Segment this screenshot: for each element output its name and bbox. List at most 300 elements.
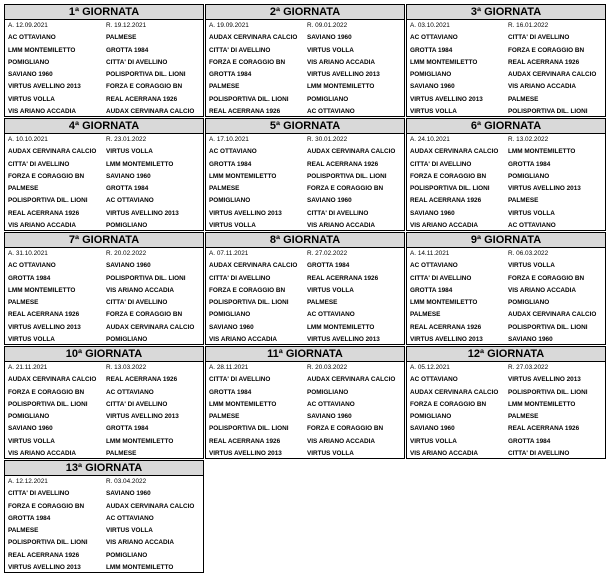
away-team: AUDAX CERVINARA CALCIO — [106, 502, 195, 510]
away-team: CITTA' DI AVELLINO — [508, 34, 570, 42]
home-team: AC OTTAVIANO — [410, 34, 458, 42]
away-team: FORZA E CORAGGIO BN — [307, 425, 384, 433]
home-team: GROTTA 1984 — [410, 286, 453, 294]
match-row — [206, 448, 404, 460]
andata-date: A. 21.11.2021 — [8, 364, 48, 371]
away-team: GROTTA 1984 — [106, 46, 149, 54]
home-team: VIRTUS AVELLINO 2013 — [410, 95, 483, 103]
home-team: AUDAX CERVINARA CALCIO — [209, 262, 298, 270]
away-team: POLISPORTIVA DIL. LIONI — [508, 388, 588, 396]
away-team: POLISPORTIVA DIL. LIONI — [106, 71, 186, 79]
home-team: AC OTTAVIANO — [8, 262, 56, 270]
giornata-title: 13ª GIORNATA — [5, 461, 203, 476]
match-row — [5, 525, 203, 537]
match-row — [206, 171, 404, 183]
away-team: CITTA' DI AVELLINO — [307, 209, 369, 217]
away-team: SAVIANO 1960 — [106, 262, 151, 270]
dates-row — [5, 20, 203, 32]
home-team: POMIGLIANO — [410, 71, 452, 79]
home-team: CITTA' DI AVELLINO — [8, 160, 70, 168]
match-row — [5, 411, 203, 423]
giornata-block — [205, 118, 405, 231]
home-team: SAVIANO 1960 — [410, 83, 455, 91]
away-team: GROTTA 1984 — [106, 425, 149, 433]
home-team: REAL ACERRANA 1926 — [410, 323, 482, 331]
match-row — [407, 94, 605, 106]
giornata-title: 3ª GIORNATA — [407, 5, 605, 20]
match-row — [206, 220, 404, 232]
away-team: PALMESE — [508, 413, 539, 421]
home-team: GROTTA 1984 — [8, 274, 51, 282]
home-team: CITTA' DI AVELLINO — [410, 160, 472, 168]
away-team: REAL ACERRANA 1926 — [508, 58, 580, 66]
home-team: REAL ACERRANA 1926 — [8, 551, 80, 559]
giornata-title: 10ª GIORNATA — [5, 347, 203, 362]
match-row — [407, 220, 605, 232]
home-team: LMM MONTEMILETTO — [8, 46, 76, 54]
match-row — [407, 411, 605, 423]
match-row — [5, 448, 203, 460]
giornata-block — [406, 346, 606, 459]
dates-row — [206, 134, 404, 146]
home-team: AC OTTAVIANO — [410, 376, 458, 384]
away-team: AUDAX CERVINARA CALCIO — [508, 71, 597, 79]
away-team: LMM MONTEMILETTO — [106, 160, 174, 168]
match-row — [5, 81, 203, 93]
andata-date: A. 17.10.2021 — [209, 136, 249, 143]
match-row — [407, 183, 605, 195]
home-team: FORZA E CORAGGIO BN — [410, 172, 487, 180]
andata-date: A. 31.10.2021 — [8, 250, 48, 257]
match-row — [5, 399, 203, 411]
home-team: LMM MONTEMILETTO — [209, 172, 277, 180]
away-team: POMIGLIANO — [508, 299, 550, 307]
away-team: SAVIANO 1960 — [508, 336, 553, 344]
dates-row — [206, 248, 404, 260]
away-team: AUDAX CERVINARA CALCIO — [106, 323, 195, 331]
home-team: AC OTTAVIANO — [209, 148, 257, 156]
home-team: REAL ACERRANA 1926 — [8, 209, 80, 217]
away-team: AC OTTAVIANO — [106, 197, 154, 205]
home-team: FORZA E CORAGGIO BN — [209, 286, 286, 294]
away-team: POLISPORTIVA DIL. LIONI — [508, 323, 588, 331]
away-team: FORZA E CORAGGIO BN — [508, 274, 585, 282]
home-team: LMM MONTEMILETTO — [410, 299, 478, 307]
match-row — [407, 285, 605, 297]
away-team: SAVIANO 1960 — [307, 34, 352, 42]
ritorno-date: R. 30.01.2022 — [307, 136, 348, 143]
giornata-block — [205, 4, 405, 117]
giornata-block — [4, 118, 204, 231]
away-team: SAVIANO 1960 — [106, 172, 151, 180]
match-row — [206, 57, 404, 69]
giornata-title: 5ª GIORNATA — [206, 119, 404, 134]
away-team: POMIGLIANO — [307, 388, 349, 396]
away-team: AC OTTAVIANO — [508, 222, 556, 230]
giornata-title: 12ª GIORNATA — [407, 347, 605, 362]
home-team: PALMESE — [410, 311, 441, 319]
giornata-block — [4, 4, 204, 117]
home-team: POLISPORTIVA DIL. LIONI — [8, 400, 88, 408]
away-team: AUDAX CERVINARA CALCIO — [307, 148, 396, 156]
away-team: VIRTUS VOLLA — [307, 46, 354, 54]
home-team: GROTTA 1984 — [209, 388, 252, 396]
match-row — [407, 322, 605, 334]
match-row — [5, 322, 203, 334]
dates-row — [5, 476, 203, 488]
dates-row — [407, 134, 605, 146]
match-row — [407, 309, 605, 321]
home-team: VIS ARIANO ACCADIA — [209, 336, 278, 344]
home-team: FORZA E CORAGGIO BN — [209, 58, 286, 66]
giornata-title: 6ª GIORNATA — [407, 119, 605, 134]
away-team: LMM MONTEMILETTO — [106, 564, 174, 572]
giornata-block — [205, 346, 405, 459]
away-team: PALMESE — [508, 95, 539, 103]
home-team: VIRTUS AVELLINO 2013 — [8, 83, 81, 91]
match-row — [206, 69, 404, 81]
giornata-block — [406, 118, 606, 231]
match-row — [407, 273, 605, 285]
match-row — [206, 32, 404, 44]
match-row — [5, 94, 203, 106]
home-team: VIRTUS VOLLA — [410, 437, 457, 445]
home-team: FORZA E CORAGGIO BN — [8, 388, 85, 396]
match-row — [407, 159, 605, 171]
away-team: CITTA' DI AVELLINO — [106, 58, 168, 66]
away-team: VIRTUS AVELLINO 2013 — [508, 376, 581, 384]
match-row — [206, 322, 404, 334]
match-row — [5, 183, 203, 195]
away-team: POLISPORTIVA DIL. LIONI — [508, 108, 588, 116]
match-row — [206, 146, 404, 158]
giornata-block — [4, 346, 204, 459]
home-team: SAVIANO 1960 — [209, 323, 254, 331]
home-team: PALMESE — [8, 299, 39, 307]
match-row — [206, 436, 404, 448]
dates-row — [407, 20, 605, 32]
away-team: VIRTUS VOLLA — [508, 262, 555, 270]
giornata-block — [205, 232, 405, 345]
home-team: POMIGLIANO — [209, 197, 251, 205]
home-team: POMIGLIANO — [8, 58, 50, 66]
home-team: AUDAX CERVINARA CALCIO — [8, 376, 97, 384]
away-team: FORZA E CORAGGIO BN — [508, 46, 585, 54]
andata-date: A. 28.11.2021 — [209, 364, 249, 371]
match-row — [5, 562, 203, 574]
away-team: POLISPORTIVA DIL. LIONI — [106, 274, 186, 282]
dates-row — [206, 362, 404, 374]
match-row — [5, 436, 203, 448]
match-row — [407, 69, 605, 81]
home-team: REAL ACERRANA 1926 — [8, 311, 80, 319]
home-team: VIS ARIANO ACCADIA — [410, 222, 479, 230]
away-team: VIRTUS VOLLA — [106, 527, 153, 535]
home-team: GROTTA 1984 — [209, 160, 252, 168]
giornata-title: 1ª GIORNATA — [5, 5, 203, 20]
match-row — [407, 57, 605, 69]
match-row — [407, 32, 605, 44]
match-row — [206, 208, 404, 220]
away-team: AC OTTAVIANO — [307, 400, 355, 408]
away-team: VIRTUS VOLLA — [307, 450, 354, 458]
home-team: AC OTTAVIANO — [8, 34, 56, 42]
match-row — [5, 387, 203, 399]
away-team: VIRTUS VOLLA — [508, 209, 555, 217]
home-team: VIRTUS VOLLA — [8, 336, 55, 344]
match-row — [407, 423, 605, 435]
ritorno-date: R. 27.02.2022 — [307, 250, 348, 257]
home-team: VIRTUS VOLLA — [209, 222, 256, 230]
match-row — [206, 399, 404, 411]
home-team: REAL ACERRANA 1926 — [209, 108, 281, 116]
match-row — [206, 285, 404, 297]
dates-row — [5, 248, 203, 260]
match-row — [5, 423, 203, 435]
giornata-block — [406, 4, 606, 117]
away-team: AUDAX CERVINARA CALCIO — [307, 376, 396, 384]
away-team: AC OTTAVIANO — [106, 388, 154, 396]
match-row — [5, 159, 203, 171]
home-team: SAVIANO 1960 — [8, 425, 53, 433]
home-team: CITTA' DI AVELLINO — [410, 274, 472, 282]
home-team: SAVIANO 1960 — [410, 425, 455, 433]
home-team: VIRTUS VOLLA — [410, 108, 457, 116]
away-team: REAL ACERRANA 1926 — [106, 376, 178, 384]
ritorno-date: R. 13.03.2022 — [106, 364, 147, 371]
away-team: REAL ACERRANA 1926 — [106, 95, 178, 103]
match-row — [5, 208, 203, 220]
home-team: POLISPORTIVA DIL. LIONI — [8, 197, 88, 205]
match-row — [5, 45, 203, 57]
giornata-title: 2ª GIORNATA — [206, 5, 404, 20]
match-row — [5, 69, 203, 81]
match-row — [206, 387, 404, 399]
andata-date: A. 19.09.2021 — [209, 22, 249, 29]
match-row — [407, 436, 605, 448]
andata-date: A. 07.11.2021 — [209, 250, 249, 257]
away-team: VIRTUS AVELLINO 2013 — [106, 413, 179, 421]
home-team: PALMESE — [209, 185, 240, 193]
match-row — [407, 45, 605, 57]
home-team: AUDAX CERVINARA CALCIO — [410, 148, 499, 156]
match-row — [206, 106, 404, 118]
away-team: POMIGLIANO — [106, 336, 148, 344]
match-row — [206, 273, 404, 285]
andata-date: A. 12.09.2021 — [8, 22, 48, 29]
match-row — [5, 550, 203, 562]
home-team: CITTA' DI AVELLINO — [209, 46, 271, 54]
match-row — [5, 513, 203, 525]
dates-row — [5, 134, 203, 146]
away-team: POLISPORTIVA DIL. LIONI — [307, 172, 387, 180]
match-row — [5, 374, 203, 386]
andata-date: A. 24.10.2021 — [410, 136, 450, 143]
home-team: VIRTUS AVELLINO 2013 — [209, 450, 282, 458]
home-team: REAL ACERRANA 1926 — [410, 197, 482, 205]
ritorno-date: R. 16.01.2022 — [508, 22, 549, 29]
giornata-title: 11ª GIORNATA — [206, 347, 404, 362]
home-team: VIS ARIANO ACCADIA — [410, 450, 479, 458]
away-team: CITTA' DI AVELLINO — [106, 299, 168, 307]
away-team: VIRTUS AVELLINO 2013 — [106, 209, 179, 217]
home-team: VIRTUS AVELLINO 2013 — [8, 564, 81, 572]
home-team: POLISPORTIVA DIL. LIONI — [209, 425, 289, 433]
match-row — [5, 273, 203, 285]
away-team: PALMESE — [106, 34, 137, 42]
away-team: LMM MONTEMILETTO — [508, 148, 576, 156]
away-team: FORZA E CORAGGIO BN — [106, 83, 183, 91]
match-row — [5, 220, 203, 232]
away-team: LMM MONTEMILETTO — [307, 323, 375, 331]
home-team: POMIGLIANO — [8, 413, 50, 421]
away-team: FORZA E CORAGGIO BN — [307, 185, 384, 193]
andata-date: A. 10.10.2021 — [8, 136, 48, 143]
home-team: SAVIANO 1960 — [410, 209, 455, 217]
giornata-title: 8ª GIORNATA — [206, 233, 404, 248]
match-row — [5, 537, 203, 549]
match-row — [407, 399, 605, 411]
away-team: GROTTA 1984 — [508, 160, 551, 168]
match-row — [206, 374, 404, 386]
match-row — [206, 423, 404, 435]
ritorno-date: R. 19.12.2021 — [106, 22, 147, 29]
match-row — [206, 81, 404, 93]
away-team: AUDAX CERVINARA CALCIO — [106, 108, 195, 116]
home-team: LMM MONTEMILETTO — [410, 58, 478, 66]
away-team: FORZA E CORAGGIO BN — [106, 311, 183, 319]
match-row — [5, 195, 203, 207]
home-team: REAL ACERRANA 1926 — [209, 437, 281, 445]
home-team: GROTTA 1984 — [209, 71, 252, 79]
match-row — [5, 57, 203, 69]
away-team: VIS ARIANO ACCADIA — [307, 58, 376, 66]
match-row — [206, 297, 404, 309]
andata-date: A. 03.10.2021 — [410, 22, 450, 29]
home-team: PALMESE — [8, 527, 39, 535]
match-row — [407, 208, 605, 220]
away-team: VIS ARIANO ACCADIA — [508, 286, 577, 294]
away-team: POMIGLIANO — [106, 222, 148, 230]
ritorno-date: R. 09.01.2022 — [307, 22, 348, 29]
ritorno-date: R. 20.03.2022 — [307, 364, 348, 371]
home-team: POLISPORTIVA DIL. LIONI — [209, 299, 289, 307]
away-team: PALMESE — [508, 197, 539, 205]
ritorno-date: R. 13.02.2022 — [508, 136, 549, 143]
match-row — [407, 106, 605, 118]
away-team: GROTTA 1984 — [106, 185, 149, 193]
match-row — [407, 448, 605, 460]
away-team: REAL ACERRANA 1926 — [508, 425, 580, 433]
away-team: AC OTTAVIANO — [307, 108, 355, 116]
andata-date: A. 12.12.2021 — [8, 478, 48, 485]
match-row — [206, 195, 404, 207]
giornata-title: 7ª GIORNATA — [5, 233, 203, 248]
away-team: GROTTA 1984 — [307, 262, 350, 270]
away-team: REAL ACERRANA 1926 — [307, 274, 379, 282]
match-row — [206, 183, 404, 195]
home-team: CITTA' DI AVELLINO — [209, 376, 271, 384]
match-row — [407, 297, 605, 309]
away-team: CITTA' DI AVELLINO — [106, 400, 168, 408]
home-team: GROTTA 1984 — [8, 514, 51, 522]
away-team: VIS ARIANO ACCADIA — [307, 437, 376, 445]
home-team: POLISPORTIVA DIL. LIONI — [8, 539, 88, 547]
home-team: VIRTUS VOLLA — [8, 95, 55, 103]
match-row — [5, 488, 203, 500]
home-team: VIS ARIANO ACCADIA — [8, 108, 77, 116]
andata-date: A. 05.12.2021 — [410, 364, 450, 371]
away-team: AC OTTAVIANO — [307, 311, 355, 319]
home-team: POMIGLIANO — [410, 413, 452, 421]
home-team: VIRTUS AVELLINO 2013 — [8, 323, 81, 331]
dates-row — [407, 362, 605, 374]
home-team: PALMESE — [8, 185, 39, 193]
dates-row — [407, 248, 605, 260]
away-team: PALMESE — [106, 450, 137, 458]
away-team: POMIGLIANO — [106, 551, 148, 559]
away-team: VIRTUS AVELLINO 2013 — [307, 71, 380, 79]
away-team: VIS ARIANO ACCADIA — [307, 222, 376, 230]
away-team: CITTA' DI AVELLINO — [508, 450, 570, 458]
home-team: AC OTTAVIANO — [410, 262, 458, 270]
ritorno-date: R. 23.01.2022 — [106, 136, 147, 143]
home-team: AUDAX CERVINARA CALCIO — [8, 148, 97, 156]
away-team: VIRTUS AVELLINO 2013 — [508, 185, 581, 193]
away-team: AC OTTAVIANO — [106, 514, 154, 522]
match-row — [5, 285, 203, 297]
away-team: VIRTUS AVELLINO 2013 — [307, 336, 380, 344]
away-team: POMIGLIANO — [508, 172, 550, 180]
giornata-title: 4ª GIORNATA — [5, 119, 203, 134]
away-team: VIRTUS VOLLA — [106, 148, 153, 156]
giornata-block — [4, 460, 204, 573]
away-team: VIS ARIANO ACCADIA — [508, 83, 577, 91]
dates-row — [5, 362, 203, 374]
match-row — [206, 45, 404, 57]
home-team: FORZA E CORAGGIO BN — [410, 400, 487, 408]
match-row — [5, 501, 203, 513]
match-row — [407, 195, 605, 207]
home-team: POLISPORTIVA DIL. LIONI — [410, 185, 490, 193]
match-row — [206, 94, 404, 106]
away-team: LMM MONTEMILETTO — [106, 437, 174, 445]
away-team: POMIGLIANO — [307, 95, 349, 103]
andata-date: A. 14.11.2021 — [410, 250, 450, 257]
giornata-block — [4, 232, 204, 345]
away-team: VIS ARIANO ACCADIA — [106, 286, 175, 294]
home-team: POLISPORTIVA DIL. LIONI — [209, 95, 289, 103]
home-team: POMIGLIANO — [209, 311, 251, 319]
home-team: VIS ARIANO ACCADIA — [8, 450, 77, 458]
match-row — [5, 260, 203, 272]
home-team: PALMESE — [209, 83, 240, 91]
home-team: VIRTUS AVELLINO 2013 — [209, 209, 282, 217]
match-row — [5, 309, 203, 321]
match-row — [5, 334, 203, 346]
match-row — [407, 374, 605, 386]
away-team: SAVIANO 1960 — [307, 197, 352, 205]
home-team: GROTTA 1984 — [410, 46, 453, 54]
home-team: PALMESE — [209, 413, 240, 421]
home-team: VIS ARIANO ACCADIA — [8, 222, 77, 230]
match-row — [407, 334, 605, 346]
home-team: FORZA E CORAGGIO BN — [8, 502, 85, 510]
home-team: LMM MONTEMILETTO — [209, 400, 277, 408]
match-row — [407, 260, 605, 272]
giornata-title: 9ª GIORNATA — [407, 233, 605, 248]
match-row — [407, 171, 605, 183]
